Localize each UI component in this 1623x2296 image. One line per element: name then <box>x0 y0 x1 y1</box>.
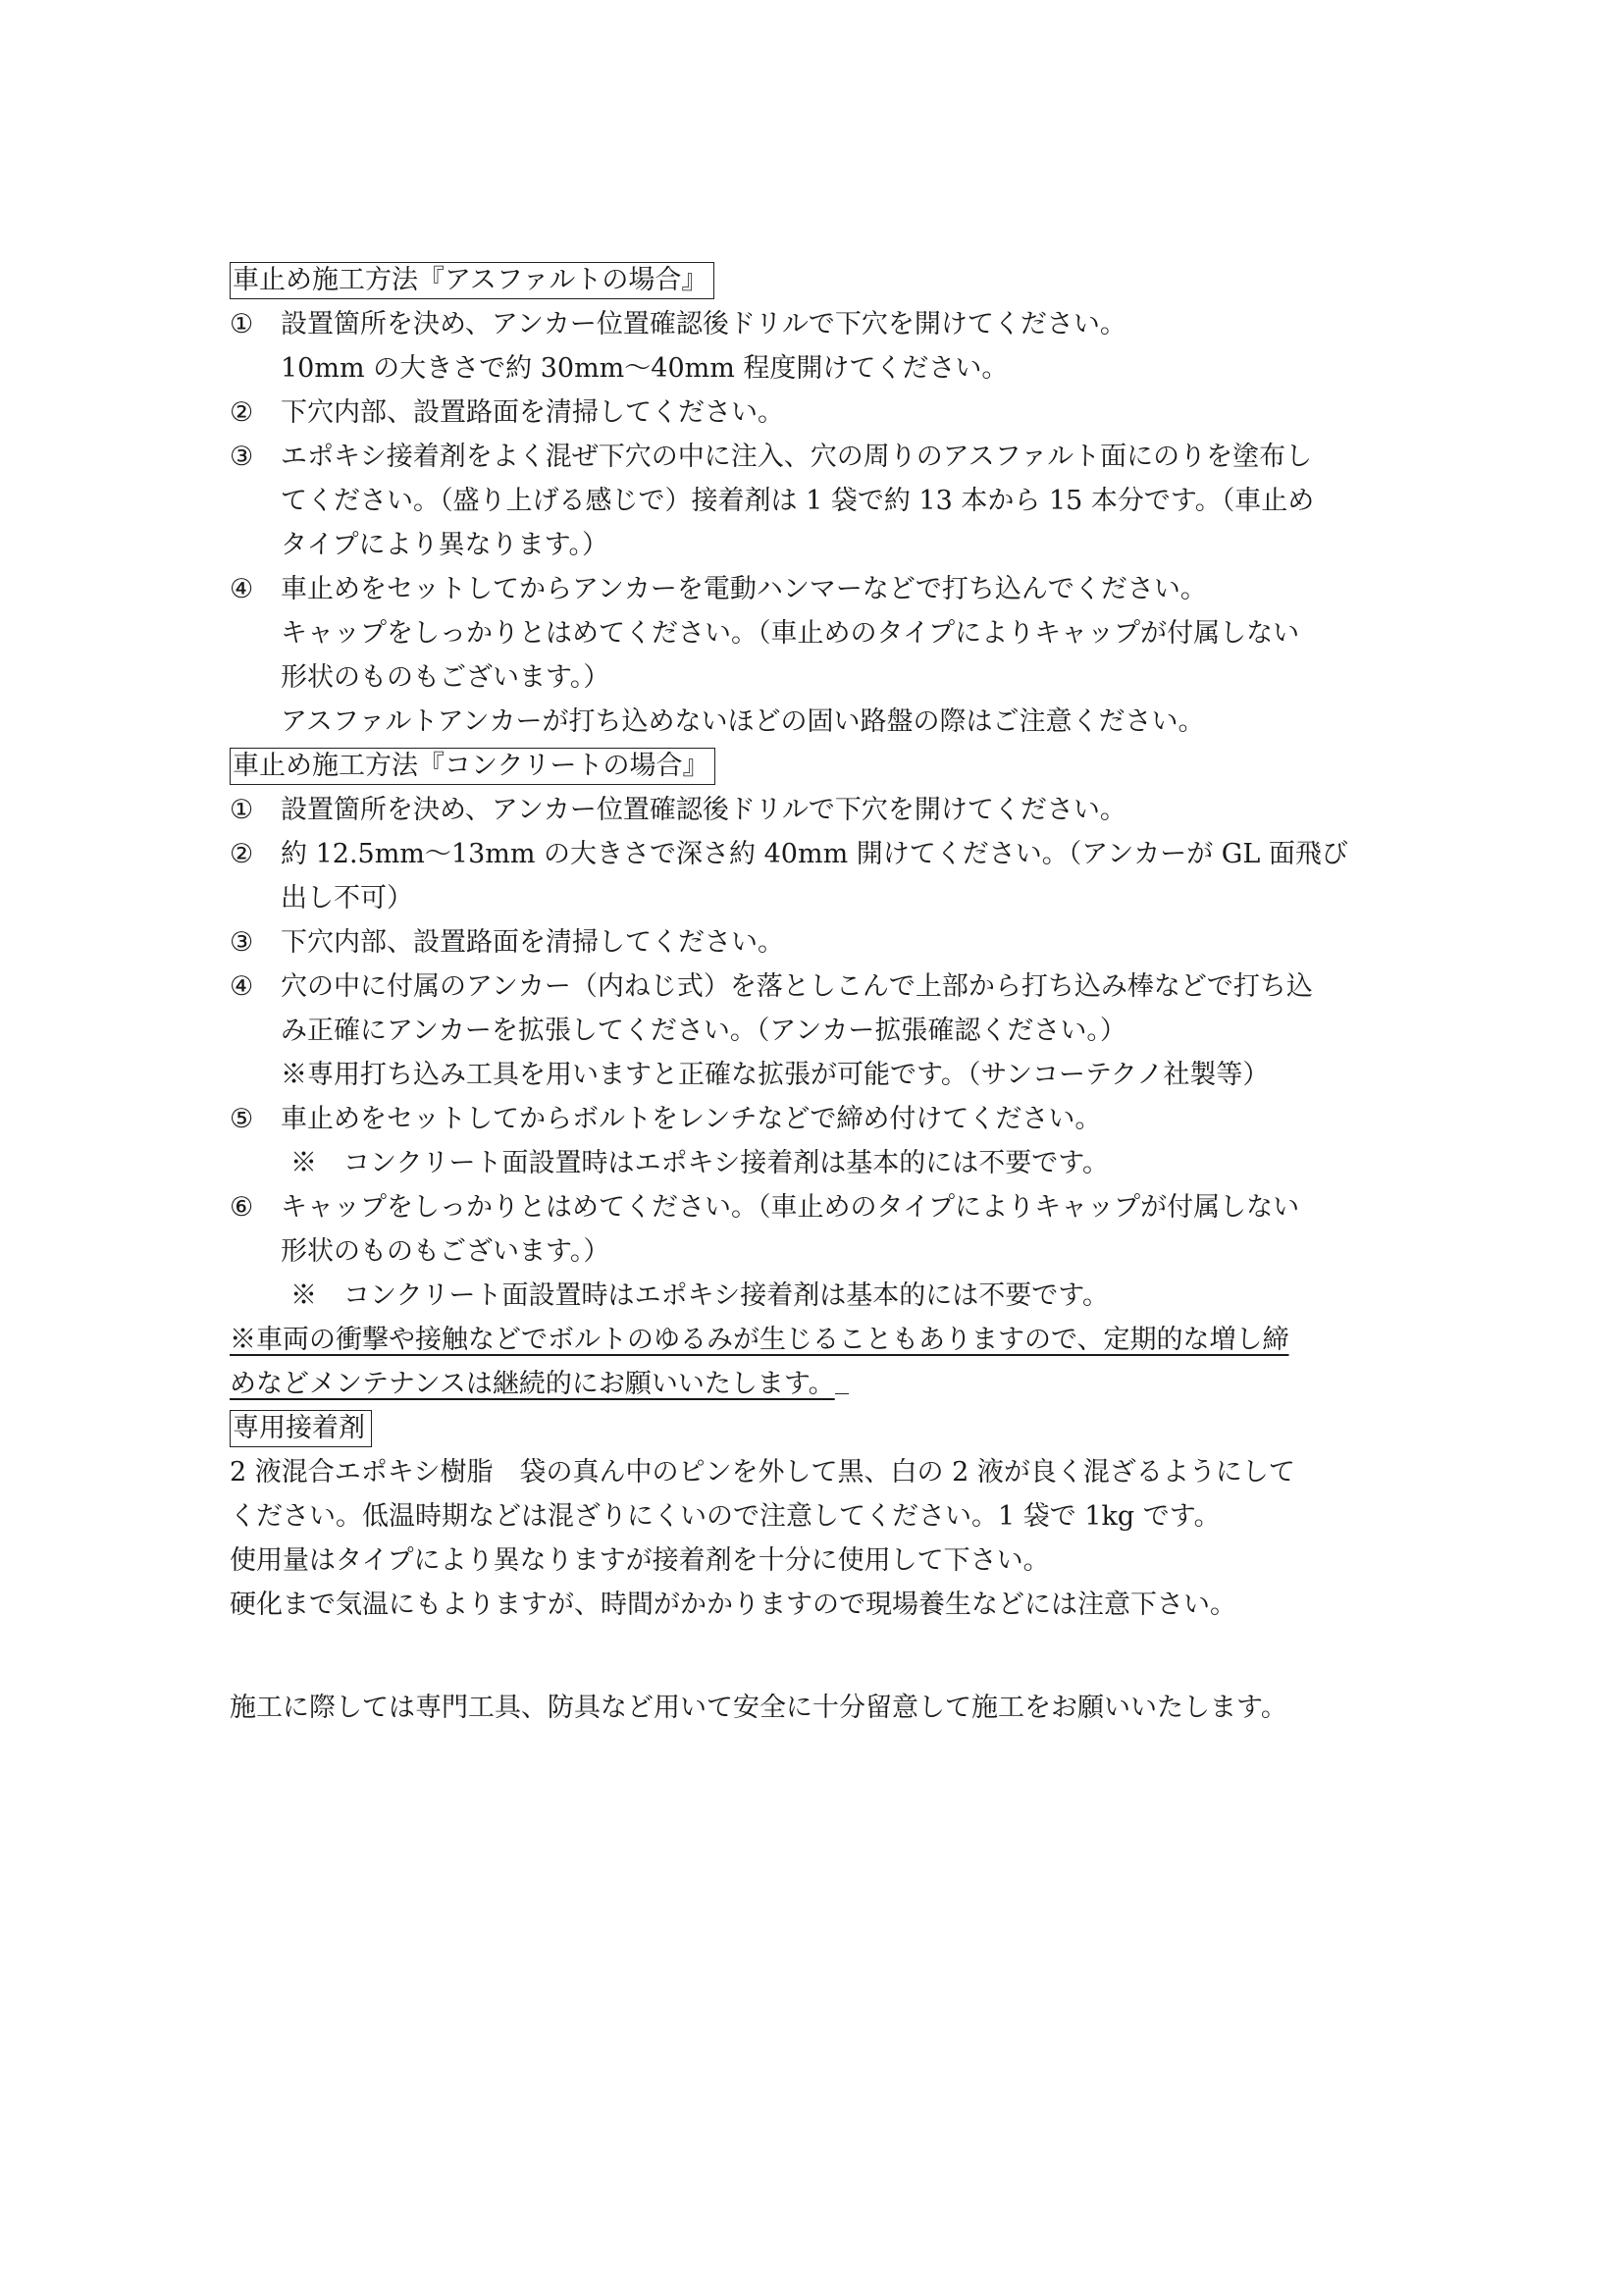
section-adhesive-heading-line <box>230 1406 1399 1450</box>
step-text: 10mm の大きさで約 30mm～40mm 程度開けてください。 <box>281 352 1009 384</box>
asphalt-step-3-cont <box>230 479 1399 523</box>
section-asphalt-heading-line <box>230 258 1399 302</box>
adhesive-line-4 <box>230 1583 1399 1627</box>
adhesive-text: 硬化まで気温にもよりますが、時間がかかりますので現場養生などには注意下さい。 <box>230 1589 1236 1620</box>
asphalt-step-4 <box>230 567 1399 611</box>
step-note: ※ コンクリート面設置時はエポキシ接着剤は基本的には不要です。 <box>290 1279 1110 1311</box>
asphalt-step-1-cont <box>230 346 1399 391</box>
step-number: ② <box>230 838 254 869</box>
section-heading-concrete: 車止め施工方法『コンクリートの場合』 <box>230 748 715 785</box>
asphalt-step-2 <box>230 391 1399 435</box>
step-text: ※専用打ち込み工具を用いますと正確な拡張が可能です。（サンコーテクノ社製等） <box>281 1059 1270 1090</box>
step-text: 設置箇所を決め、アンカー位置確認後ドリルで下穴を開けてください。 <box>281 308 1126 339</box>
underline-extension <box>835 1374 849 1394</box>
step-text: 設置箇所を決め、アンカー位置確認後ドリルで下穴を開けてください。 <box>281 794 1126 825</box>
step-note: ※ コンクリート面設置時はエポキシ接着剤は基本的には不要です。 <box>290 1147 1110 1178</box>
step-number: ⑤ <box>230 1103 254 1134</box>
step-number: ⑥ <box>230 1191 254 1223</box>
closing-text: 施工に際しては専門工具、防具など用いて安全に十分留意して施工をお願いいたします。 <box>230 1692 1287 1723</box>
step-number: ② <box>230 396 254 428</box>
step-text: 下穴内部、設置路面を清掃してください。 <box>281 926 784 958</box>
section-concrete-heading-line <box>230 744 1399 788</box>
closing-line <box>230 1686 1399 1730</box>
adhesive-line-1 <box>230 1450 1399 1494</box>
concrete-step-5-note <box>230 1141 1399 1185</box>
asphalt-step-3-cont <box>230 523 1399 567</box>
step-text: 出し不可） <box>281 882 413 913</box>
step-text: 形状のものもございます。） <box>281 1235 610 1267</box>
step-number: ① <box>230 794 254 825</box>
step-text: キャップをしっかりとはめてください。（車止めのタイプによりキャップが付属しない <box>281 617 1300 649</box>
adhesive-line-3 <box>230 1539 1399 1583</box>
concrete-step-4-cont <box>230 1009 1399 1053</box>
concrete-step-2-cont <box>230 876 1399 920</box>
step-text: 車止めをセットしてからボルトをレンチなどで締め付けてください。 <box>281 1103 1102 1134</box>
adhesive-text: ください。低温時期などは混ざりにくいので注意してください。1 袋で 1kg です。 <box>230 1500 1221 1532</box>
adhesive-line-2 <box>230 1494 1399 1539</box>
step-text: キャップをしっかりとはめてください。（車止めのタイプによりキャップが付属しない <box>281 1191 1300 1223</box>
spacer <box>230 1627 1399 1686</box>
step-text: アスファルトアンカーが打ち込めないほどの固い路盤の際はご注意ください。 <box>281 705 1205 737</box>
asphalt-step-4-cont <box>230 611 1399 655</box>
step-text: 約 12.5mm～13mm の大きさで深さ約 40mm 開けてください。（アンカーが GL 面飛び <box>281 838 1348 869</box>
concrete-step-6-cont <box>230 1229 1399 1274</box>
asphalt-step-4-cont <box>230 655 1399 700</box>
step-number: ④ <box>230 573 254 604</box>
asphalt-step-1 <box>230 302 1399 346</box>
section-heading-adhesive: 専用接着剤 <box>230 1410 372 1447</box>
step-text: エポキシ接着剤をよく混ぜ下穴の中に注入、穴の周りのアスファルト面にのりを塗布し <box>281 441 1313 472</box>
step-text: てください。（盛り上げる感じで）接着剤は 1 袋で約 13 本から 15 本分です。（車止め <box>281 485 1315 516</box>
concrete-step-6-note <box>230 1274 1399 1318</box>
step-text: 車止めをセットしてからアンカーを電動ハンマーなどで打ち込んでください。 <box>281 573 1207 604</box>
concrete-step-2 <box>230 832 1399 876</box>
maintenance-note-line-1 <box>230 1318 1399 1362</box>
step-text: 穴の中に付属のアンカー（内ねじ式）を落としこんで上部から打ち込み棒などで打ち込 <box>281 970 1313 1002</box>
maintenance-note-line-2 <box>230 1362 1399 1406</box>
maintenance-note-text: ※車両の衝撃や接触などでボルトのゆるみが生じることもありますので、定期的な増し締 <box>230 1324 1289 1355</box>
adhesive-text: 使用量はタイプにより異なりますが接着剤を十分に使用して下さい。 <box>230 1544 1050 1576</box>
step-number: ③ <box>230 926 254 958</box>
concrete-step-6 <box>230 1185 1399 1229</box>
concrete-step-5 <box>230 1097 1399 1141</box>
step-number: ④ <box>230 970 254 1002</box>
step-text: 下穴内部、設置路面を清掃してください。 <box>281 396 784 428</box>
maintenance-note-text: めなどメンテナンスは継続的にお願いいたします。 <box>230 1368 835 1399</box>
concrete-step-1 <box>230 788 1399 832</box>
concrete-step-3 <box>230 920 1399 965</box>
step-text: 形状のものもございます。） <box>281 661 610 693</box>
adhesive-text: 2 液混合エポキシ樹脂 袋の真ん中のピンを外して黒、白の 2 液が良く混ざるようにして <box>230 1456 1295 1487</box>
asphalt-step-3 <box>230 435 1399 479</box>
asphalt-step-4-cont <box>230 700 1399 744</box>
concrete-step-4-cont <box>230 1053 1399 1097</box>
step-number: ③ <box>230 441 254 472</box>
step-text: タイプにより異なります。） <box>281 529 608 560</box>
concrete-step-4 <box>230 965 1399 1009</box>
step-number: ① <box>230 308 254 339</box>
section-heading-asphalt: 車止め施工方法『アスファルトの場合』 <box>230 262 714 299</box>
step-text: み正確にアンカーを拡張してください。（アンカー拡張確認ください。） <box>281 1015 1126 1046</box>
document-page <box>230 258 1399 1730</box>
